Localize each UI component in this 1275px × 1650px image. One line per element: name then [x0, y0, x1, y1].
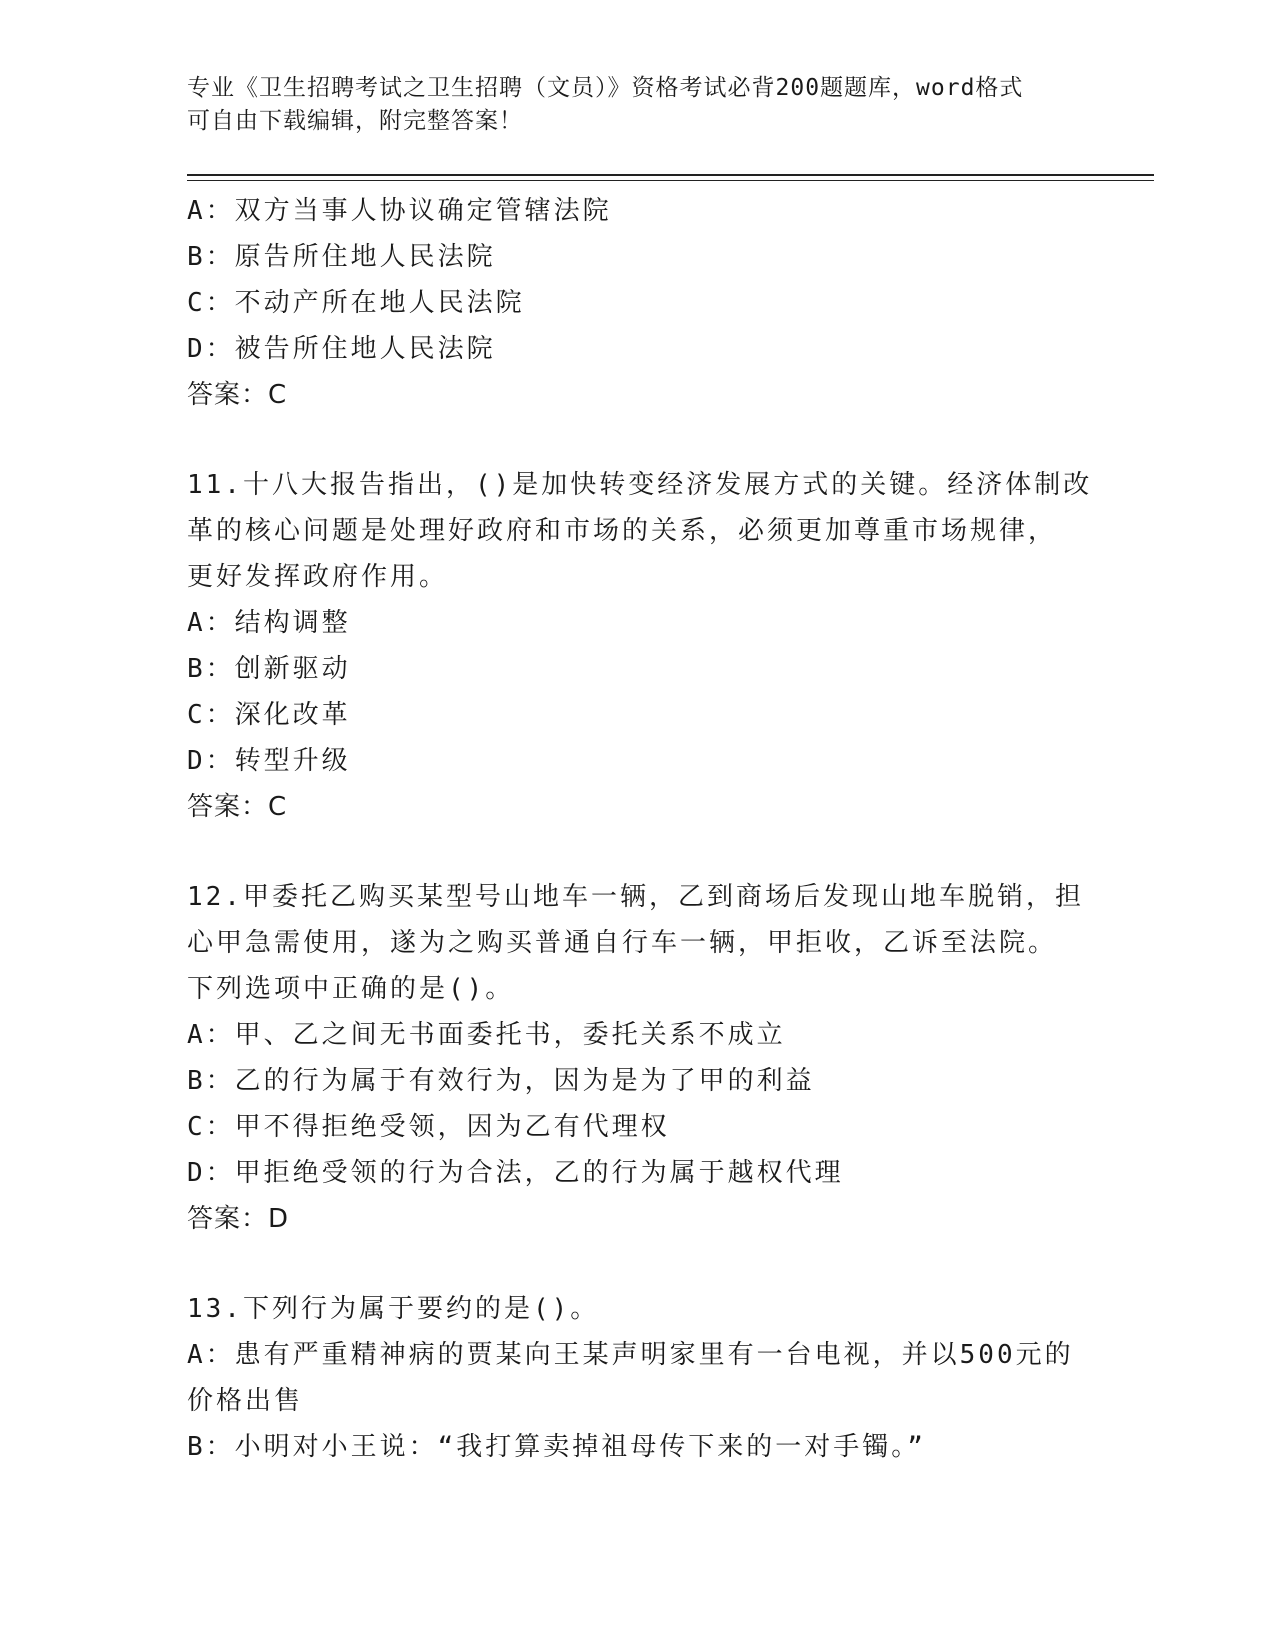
answer: 答案：C [187, 380, 288, 410]
question-text [187, 462, 1093, 600]
option-c: C：不动产所在地人民法院 [187, 288, 525, 318]
question-13 [187, 1286, 1087, 1470]
option-a: A：甲、乙之间无书面委托书，委托关系不成立 [187, 1020, 786, 1050]
question-12 [187, 874, 1087, 1242]
option-c: C：深化改革 [187, 700, 351, 730]
question-text-line: 11.十八大报告指出，()是加快转变经济发展方式的关键。经济体制改 [187, 470, 1093, 500]
answer: 答案：D [187, 1204, 290, 1234]
option-a-continued: 价格出售 [187, 1386, 304, 1416]
spacer [187, 830, 1087, 874]
question-11 [187, 462, 1093, 830]
question-text-line: 更好发挥政府作用。 [187, 562, 449, 592]
option-a: A：患有严重精神病的贾某向王某声明家里有一台电视，并以500元的 [187, 1340, 1074, 1370]
option-b: B：原告所住地人民法院 [187, 242, 496, 272]
header-line-1: 专业《卫生招聘考试之卫生招聘（文员）》资格考试必背200题题库，word格式 [187, 75, 1024, 101]
spacer [187, 418, 1087, 462]
option-b: B：小明对小王说：“我打算卖掉祖母传下来的一对手镯。” [187, 1432, 926, 1462]
spacer [187, 1242, 1087, 1286]
question-text [187, 1286, 1087, 1332]
option-b: B：创新驱动 [187, 654, 351, 684]
option-d: D：转型升级 [187, 746, 351, 776]
question-text-line: 革的核心问题是处理好政府和市场的关系，必须更加尊重市场规律， [187, 516, 1058, 546]
option-b: B：乙的行为属于有效行为，因为是为了甲的利益 [187, 1066, 815, 1096]
question-text [187, 874, 1087, 1012]
question-text-line: 下列选项中正确的是()。 [187, 974, 515, 1004]
header-line-2: 可自由下载编辑，附完整答案！ [187, 108, 523, 134]
question-text-line: 13.下列行为属于要约的是()。 [187, 1294, 600, 1324]
document-header [187, 72, 1087, 138]
option-d: D：被告所住地人民法院 [187, 334, 496, 364]
answer: 答案：C [187, 792, 288, 822]
header-rule-thin [187, 180, 1154, 181]
question-text-line: 12.甲委托乙购买某型号山地车一辆，乙到商场后发现山地车脱销，担 [187, 882, 1084, 912]
header-rule-thick [187, 174, 1154, 176]
option-a: A：双方当事人协议确定管辖法院 [187, 196, 612, 226]
question-10 [187, 188, 1087, 418]
question-text-line: 心甲急需使用，遂为之购买普通自行车一辆，甲拒收，乙诉至法院。 [187, 928, 1058, 958]
question-list [187, 188, 1093, 1470]
option-d: D：甲拒绝受领的行为合法，乙的行为属于越权代理 [187, 1158, 844, 1188]
option-c: C：甲不得拒绝受领，因为乙有代理权 [187, 1112, 670, 1142]
option-a: A：结构调整 [187, 608, 351, 638]
